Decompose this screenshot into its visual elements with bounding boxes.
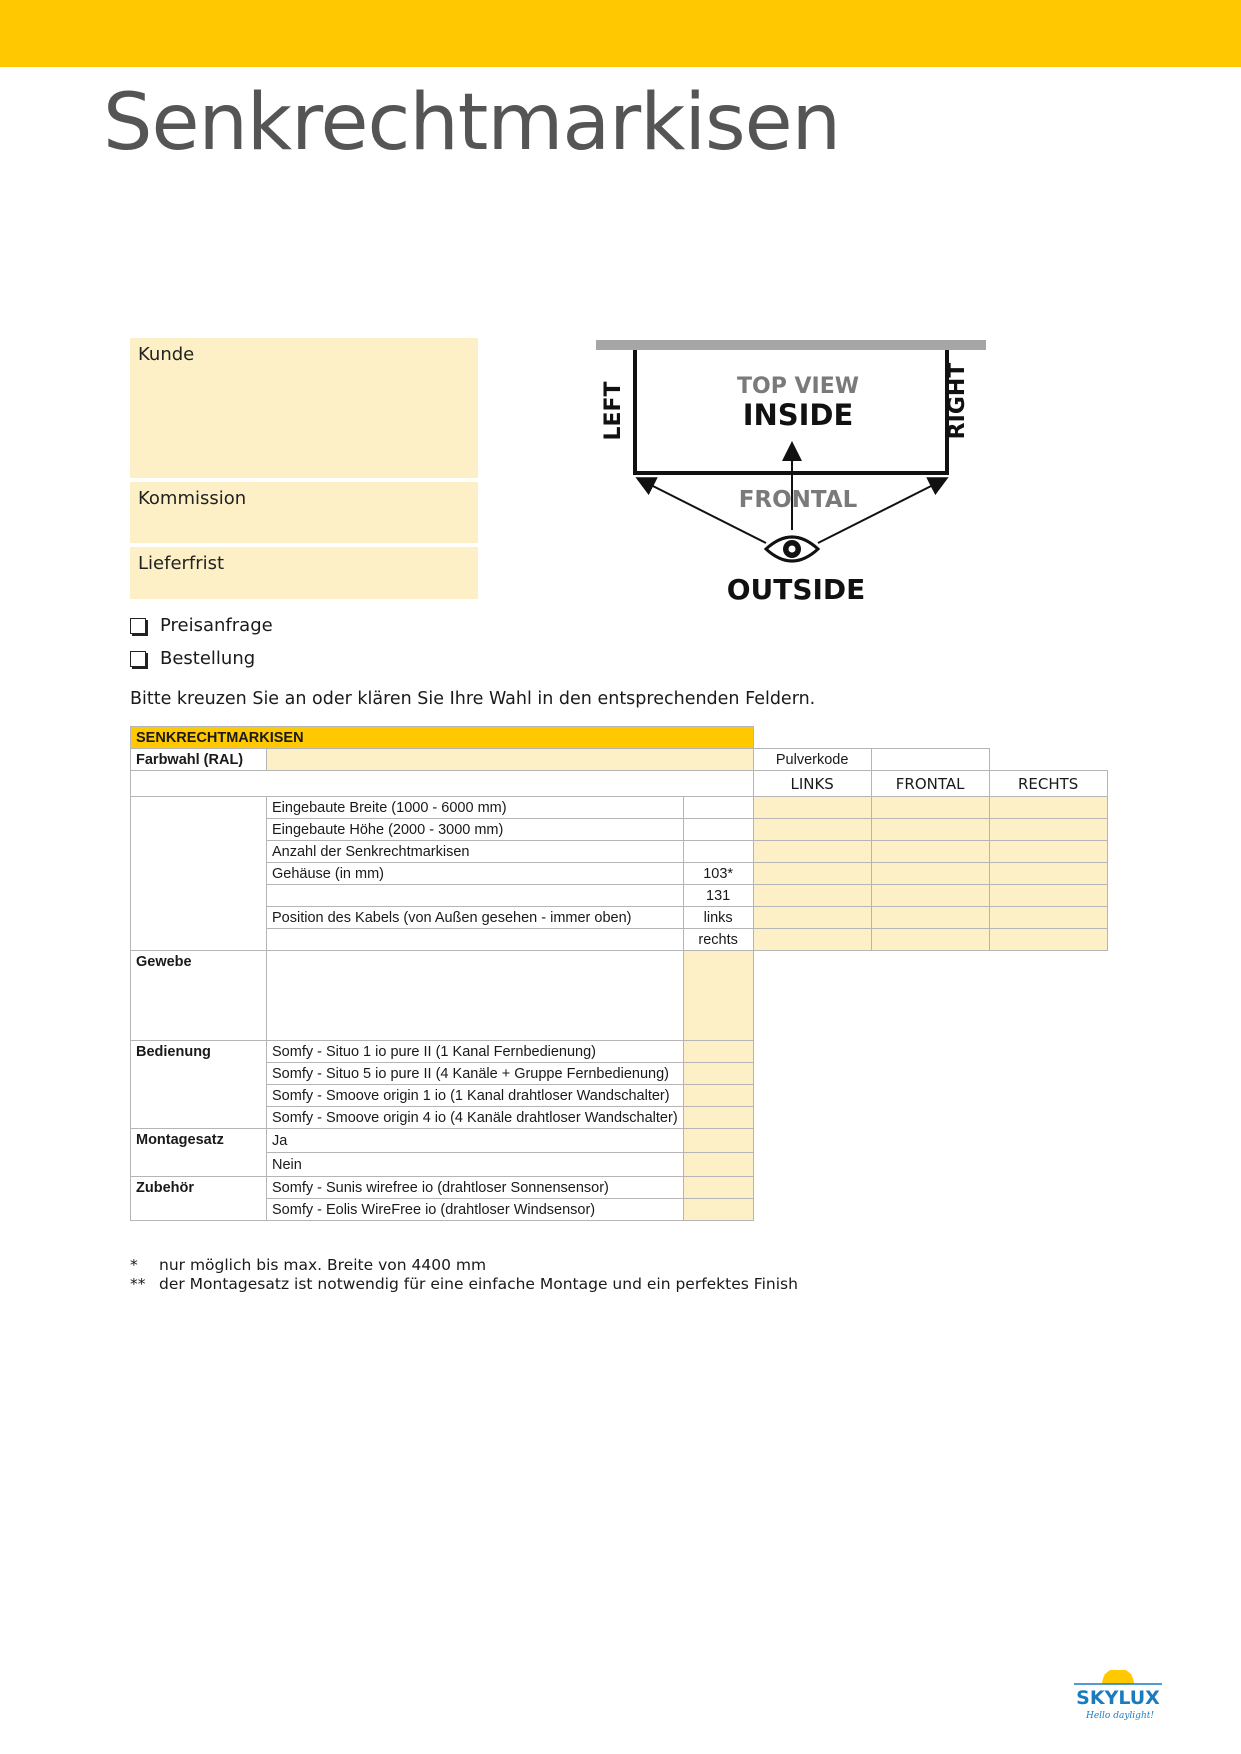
- operation-option-4: Somfy - Smoove origin 4 io (4 Kanäle drahtloser Wandschalter): [267, 1107, 684, 1129]
- dimensions-group-cell: [131, 797, 267, 951]
- housing-131-frontal-input[interactable]: [871, 885, 989, 907]
- footnote-1-text: nur möglich bis max. Breite von 4400 mm: [159, 1256, 487, 1274]
- quantity-rechts-input[interactable]: [989, 841, 1107, 863]
- column-header-frontal: FRONTAL: [871, 771, 989, 797]
- quantity-links-input[interactable]: [753, 841, 871, 863]
- header-band: [0, 0, 1241, 67]
- footnote-2-text: der Montagesatz ist notwendig für eine einfache Montage und ein perfektes Finish: [159, 1275, 798, 1293]
- powder-code-input[interactable]: [871, 749, 989, 771]
- powder-code-label: Pulverkode: [753, 749, 871, 771]
- cable-position-label: Position des Kabels (von Außen gesehen - immer oben): [267, 907, 684, 929]
- cable-rechts-frontal-input[interactable]: [871, 929, 989, 951]
- commission-label: Kommission: [138, 488, 247, 509]
- instruction-text: Bitte kreuzen Sie an oder klären Sie Ihre Wahl in den entsprechenden Feldern.: [130, 689, 816, 709]
- footnotes: [130, 1256, 798, 1294]
- housing-103-rechts-input[interactable]: [989, 863, 1107, 885]
- mounting-kit-no: Nein: [267, 1153, 684, 1177]
- quantity-option: [683, 841, 753, 863]
- width-label: Eingebaute Breite (1000 - 6000 mm): [267, 797, 684, 819]
- housing-option-103: 103*: [683, 863, 753, 885]
- accessory-option-2-input[interactable]: [683, 1199, 753, 1221]
- quantity-label: Anzahl der Senkrechtmarkisen: [267, 841, 684, 863]
- footnote-2-mark: **: [130, 1275, 146, 1293]
- order-option[interactable]: [130, 648, 255, 669]
- right-label: RIGHT: [945, 362, 970, 440]
- customer-field[interactable]: [130, 338, 478, 478]
- cable-links-links-input[interactable]: [753, 907, 871, 929]
- housing-131-rechts-input[interactable]: [989, 885, 1107, 907]
- column-header-links: LINKS: [753, 771, 871, 797]
- accessories-label: Zubehör: [131, 1177, 267, 1221]
- price-request-option[interactable]: [130, 615, 273, 636]
- commission-field[interactable]: [130, 482, 478, 543]
- housing-103-frontal-input[interactable]: [871, 863, 989, 885]
- height-frontal-input[interactable]: [871, 819, 989, 841]
- fabric-label: Gewebe: [131, 951, 267, 1041]
- color-choice-label: Farbwahl (RAL): [131, 749, 267, 771]
- section-title: SENKRECHTMARKISEN: [131, 727, 754, 749]
- housing-label-cont: [267, 885, 684, 907]
- column-header-rechts: RECHTS: [989, 771, 1107, 797]
- mounting-kit-label: Montagesatz: [131, 1129, 267, 1177]
- operation-option-3-input[interactable]: [683, 1085, 753, 1107]
- cable-option-links: links: [683, 907, 753, 929]
- cable-position-label-cont: [267, 929, 684, 951]
- housing-131-links-input[interactable]: [753, 885, 871, 907]
- cable-rechts-rechts-input[interactable]: [989, 929, 1107, 951]
- customer-label: Kunde: [138, 344, 195, 365]
- cable-rechts-links-input[interactable]: [753, 929, 871, 951]
- top-view-diagram: [590, 335, 990, 610]
- top-view-label: TOP VIEW: [737, 374, 859, 399]
- price-request-checkbox[interactable]: [130, 618, 146, 634]
- width-option: [683, 797, 753, 819]
- left-label: LEFT: [601, 381, 626, 441]
- wall-bar: [596, 340, 986, 350]
- operation-option-4-input[interactable]: [683, 1107, 753, 1129]
- fabric-description: [267, 951, 684, 1041]
- cable-option-rechts: rechts: [683, 929, 753, 951]
- housing-103-links-input[interactable]: [753, 863, 871, 885]
- height-label: Eingebaute Höhe (2000 - 3000 mm): [267, 819, 684, 841]
- page-title: Senkrechtmarkisen: [103, 78, 841, 168]
- price-request-label: Preisanfrage: [160, 615, 273, 636]
- operation-option-1: Somfy - Situo 1 io pure II (1 Kanal Fernbedienung): [267, 1041, 684, 1063]
- width-frontal-input[interactable]: [871, 797, 989, 819]
- cable-links-rechts-input[interactable]: [989, 907, 1107, 929]
- operation-label: Bedienung: [131, 1041, 267, 1129]
- height-option: [683, 819, 753, 841]
- operation-option-1-input[interactable]: [683, 1041, 753, 1063]
- outside-label: OUTSIDE: [726, 573, 866, 606]
- mounting-kit-yes: Ja: [267, 1129, 684, 1153]
- delivery-time-field[interactable]: [130, 547, 478, 599]
- mounting-kit-yes-input[interactable]: [683, 1129, 753, 1153]
- order-label: Bestellung: [160, 648, 256, 669]
- width-rechts-input[interactable]: [989, 797, 1107, 819]
- operation-option-2-input[interactable]: [683, 1063, 753, 1085]
- mounting-kit-no-input[interactable]: [683, 1153, 753, 1177]
- height-rechts-input[interactable]: [989, 819, 1107, 841]
- housing-label: Gehäuse (in mm): [267, 863, 684, 885]
- operation-option-3: Somfy - Smoove origin 1 io (1 Kanal drahtloser Wandschalter): [267, 1085, 684, 1107]
- sun-icon: [1102, 1670, 1134, 1684]
- accessory-option-1-input[interactable]: [683, 1177, 753, 1199]
- inside-label: INSIDE: [742, 398, 854, 432]
- frontal-label: FRONTAL: [738, 487, 858, 513]
- logo-tagline: Hello daylight!: [1086, 1711, 1154, 1721]
- fabric-input[interactable]: [683, 951, 753, 1041]
- width-links-input[interactable]: [753, 797, 871, 819]
- housing-option-131: 131: [683, 885, 753, 907]
- skylux-logo: [1068, 1670, 1168, 1730]
- operation-option-2: Somfy - Situo 5 io pure II (4 Kanäle + Gruppe Fernbedienung): [267, 1063, 684, 1085]
- order-table: [130, 726, 1108, 1221]
- footnote-1: [130, 1256, 798, 1275]
- footnote-2: [130, 1275, 798, 1294]
- eye-icon: [766, 537, 818, 561]
- delivery-time-label: Lieferfrist: [138, 553, 225, 574]
- height-links-input[interactable]: [753, 819, 871, 841]
- color-choice-input[interactable]: [267, 749, 754, 771]
- order-checkbox[interactable]: [130, 651, 146, 667]
- logo-wordmark: SKYLUX: [1076, 1687, 1160, 1709]
- footnote-1-mark: *: [130, 1256, 138, 1274]
- column-header-spacer: [131, 771, 754, 797]
- accessory-option-1: Somfy - Sunis wirefree io (drahtloser Sonnensensor): [267, 1177, 684, 1199]
- quantity-frontal-input[interactable]: [871, 841, 989, 863]
- accessory-option-2: Somfy - Eolis WireFree io (drahtloser Windsensor): [267, 1199, 684, 1221]
- cable-links-frontal-input[interactable]: [871, 907, 989, 929]
